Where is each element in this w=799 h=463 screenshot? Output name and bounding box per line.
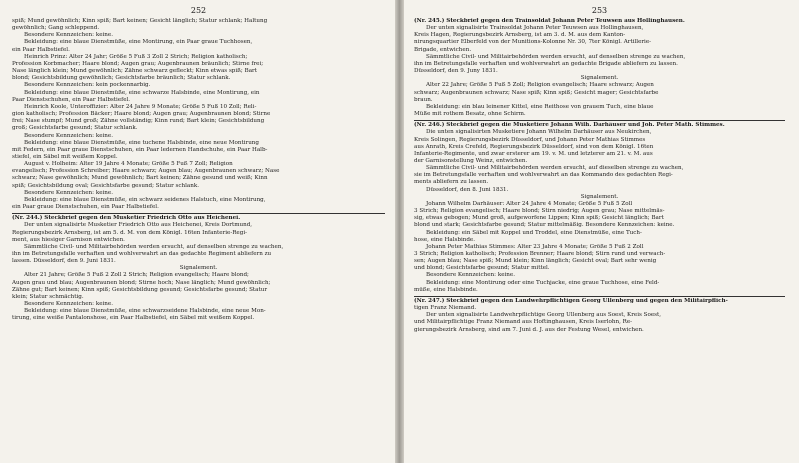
text-line: gion katholisch; Profession Bäcker; Haare blond; Augen grau; Augenbraunen blond; Stirne xyxy=(12,111,271,118)
text-line: Bekleidung: ein blau leinener Kittel, eine Reithose von grauem Tuch, eine blaue xyxy=(426,103,654,110)
text-line: ment, aus hiesiger Garnison entwichen. xyxy=(12,236,125,243)
page-body xyxy=(12,18,385,323)
text-line: Der unten signalisirte Landwehrpflichtige Georg Ullenberg aus Soest, Kreis Soest, xyxy=(426,312,662,319)
text-line: spiß; Mund gewöhnlich; Kinn spiß; Bart keinen; Gesicht länglich; Statur schlank; Haltung xyxy=(12,18,268,24)
text-line: Nase länglich klein; Mund gewöhnlich; Zähne schwarz gefleckt; Kinn etwas spiß; Bart xyxy=(12,68,257,75)
text-line: Bekleidung: eine blaue Dienstmüße, eine tuchene Halsbinde, eine neue Montirung xyxy=(24,139,259,146)
signalement-heading: Signalement. xyxy=(179,265,218,272)
text-line: Brigade, entwichen. xyxy=(414,46,472,53)
text-line: Regierungsbezirk Arnsberg, ist am 5. d. M. von dem Königl. 16ten Infanterie-Regi- xyxy=(12,229,248,236)
text-line: klein; Statur schmächtig. xyxy=(12,293,84,300)
section-divider xyxy=(414,296,785,297)
text-line: der Garnisonstellung Weinz, entwichen. xyxy=(414,157,528,164)
text-line: Heinrich Prinz: Alter 24 Jahr; Größe 5 Fuß 3 Zoll 2 Strich; Religion katholisch; xyxy=(24,53,248,60)
text-line: schwarz; Augenbraunen schwarz; Nase spiß; Kinn spiß; Gesicht mager; Gesichtsfarbe xyxy=(414,89,659,96)
text-line: 3 Strich; Religion katholisch; Profession Brenner; Haare blond; Stirn rund und verwach- xyxy=(414,251,666,257)
text-line: Alter 22 Jahre; Größe 5 Fuß 5 Zoll; Religion evangelisch; Haare schwarz; Augen xyxy=(426,82,654,89)
text-line: spiß; Gesichtsbildung oval; Gesichtsfarbe gesund; Statur schlank. xyxy=(12,182,200,189)
text-line: Bekleidung: eine blaue Dienstmüße, ein schwarz seidenes Halstuch, eine Montirung, xyxy=(24,196,266,203)
text-line: ein Paar Halbstiefel. xyxy=(12,46,70,53)
text-line: Paar Dienstschuhen, ein Paar Halbstiefel. xyxy=(12,96,131,103)
text-line: sig, etwas gebogen; Mund groß, aufgeworfene Lippen; Kinn spiß; Gesicht länglich; Bart xyxy=(414,215,664,222)
text-line: 3 Strich; Religion evangelisch; Haare blond; Stirn niedrig; Augen grau; Nase mittelmäs- xyxy=(414,208,665,215)
text-line: tigen Franz Niemand. xyxy=(414,305,477,312)
text-line: blond; Gesichtsbildung gewöhnlich; Gesichtsfarbe bräunlich; Statur schlank. xyxy=(12,75,231,82)
text-line: Müße mit rothem Besatz, ohne Schirm. xyxy=(414,111,526,118)
text-line: August v. Holheim: Alter 19 Jahre 4 Monate; Größe 5 Fuß 7 Zoll; Religion xyxy=(24,161,233,168)
text-line: hose, eine Halsbinde. xyxy=(414,236,476,243)
text-line: Sämmtliche Civil- und Militairbehörden werden ersucht, auf denselben strenge zu wachen, xyxy=(24,243,284,250)
text-line: frei; Nase stumpf; Mund groß; Zähne vollständig; Kinn rund; Bart klein; Gesichtsbildung xyxy=(12,118,265,125)
text-line: ihn im Betretungsfalle verhaften und wohlverwahrt an das gedachte Regiment abliefern zu xyxy=(12,251,272,257)
text-line: Besondere Kennzeichen: keine. xyxy=(24,32,113,39)
text-line: tirung, eine weiße Pantalonshose, ein Paar Halbstiefel, ein Säbel mit weißem Koppel. xyxy=(12,315,255,322)
text-line: Besondere Kennzeichen: keine. xyxy=(24,132,113,139)
text-line: Kreis Solingen, Regierungsbezirk Düsseldorf, und Johann Peter Mathias Stimmes xyxy=(414,136,646,143)
text-line: sen; Augen blau; Nase spiß; Mund klein; Kinn länglich; Gesicht oval; Bart sehr wenig xyxy=(414,258,657,265)
text-line: Besondere Kennzeichen: keine. xyxy=(24,301,113,308)
text-line: sie im Betretungsfalle verhaften und wohlverwahrt an das Kommando des gedachten Regi- xyxy=(414,172,673,179)
page-number: 253 xyxy=(591,6,608,15)
text-line: Die unten signalisirten Musketiere Johann Wilhelm Darhäuser aus Neukirchen, xyxy=(426,129,652,136)
right-page xyxy=(404,0,799,463)
text-line: Bekleidung: eine blaue Dienstmüße, eine schwarze Halsbinde, eine Montirung, ein xyxy=(24,89,260,96)
section-heading: (Nr. 245.) Steckbrief gegen den Trainsoldat Johann Peter Teuwsen aus Hollinghausen. xyxy=(414,18,685,24)
section-divider xyxy=(414,120,785,121)
text-line: ments abliefern zu lassen. xyxy=(414,179,489,186)
text-line: müße, eine Halsbinde. xyxy=(414,286,478,293)
text-line: groß; Gesichtsfarbe gesund; Statur schlank. xyxy=(12,125,138,132)
text-line: Bekleidung: eine blaue Dienstmüße, eine Montirung, ein Paar graue Tuchhosen, xyxy=(24,39,253,46)
text-line: braun. xyxy=(414,96,433,103)
text-line: Bekleidung: eine Montirung oder eine Tuchjacke, eine graue Tuchhose, eine Feld- xyxy=(426,279,660,286)
section-divider xyxy=(12,213,385,214)
signalement-heading: Signalement. xyxy=(580,193,619,200)
text-line: blond und stark; Gesichtsfarbe gesund; Statur mittelmäßig. Besondere Kennzeichen: keine. xyxy=(414,222,675,229)
book-gutter xyxy=(395,0,404,463)
text-line: Bekleidung: ein Säbel mit Koppel und Troddel, eine Dienstmüße, eine Tuch- xyxy=(426,229,642,236)
text-line: schwarz; Nase gewöhnlich; Mund gewöhnlich; Bart keinen; Zähne gesund und weiß; Kinn xyxy=(12,175,268,182)
text-line: gierungsbezirk Arnsberg, sind am 7. Juni d. J. aus der Festung Wesel, entwichen. xyxy=(414,326,644,333)
text-line: aus Anrath, Kreis Crefeld, Regierungsbezirk Düsseldorf, sind von dem Königl. 16ten xyxy=(414,143,654,150)
text-line: Kreis Hagen, Regierungsbezirk Arnsberg, ist am 3. d. M. aus dem Kanton- xyxy=(414,32,626,39)
text-line: evangelisch; Profession Schreiber; Haare schwarz; Augen blau; Augenbraunen schwarz; Nase xyxy=(12,168,280,175)
text-line: Profession Korbmacher; Haare blond; Augen grau; Augenbraunen bräunlich; Stirne frei; xyxy=(12,60,264,67)
signalement-heading: Signalement. xyxy=(580,75,619,82)
text-line: Besondere Kennzeichen: keine. xyxy=(426,272,515,279)
section-heading: (Nr. 246.) Steckbrief gegen die Musketiere Johann Wilh. Darhäuser und Joh. Peter Math. Stimmes. xyxy=(414,122,725,129)
text-line: Sämmtliche Civil- und Militairbehörden werden ersucht, auf denselben strenge zu wachen, xyxy=(426,53,686,60)
text-line: Bekleidung: eine blaue Dienstmüße, eine schwarzseidene Halsbinde, eine neue Mon- xyxy=(24,308,266,315)
text-line: ein Paar graue Dienstschuhen, ein Paar Halbstiefel. xyxy=(12,204,159,211)
text-line: gewöhnlich; Gang schleppend. xyxy=(12,25,100,32)
left-page xyxy=(0,0,395,463)
text-line: ihn im Betretungsfalle verhaften und wohlverwahrt an gedachte Brigade abliefern zu lassen. xyxy=(414,60,678,67)
text-line: Besondere Kennzeichen: kein pockennarbig. xyxy=(24,82,151,89)
text-line: Johann Peter Mathias Stimmes: Alter 23 Jahre 4 Monate; Größe 5 Fuß 2 Zoll xyxy=(426,243,644,250)
text-line: nirungsquartier Elberfeld von der Munitions-Kolonne Nr. 30, 7ter Königl. Artillerie- xyxy=(414,39,652,46)
text-line: Infanterie-Regimente, und zwar ersterer am 19. v. M. und letzterer am 21. v. M. aus xyxy=(414,150,653,157)
text-line: Zähne gut; Bart keinen; Kinn spiß; Gesichtsbildung gesund; Gesichtsfarbe gesund; Statur xyxy=(12,286,268,293)
text-line: und blond; Gesichtsfarbe gesund; Statur mittel. xyxy=(414,265,550,272)
text-line: Sämmtliche Civil- und Militairbehörden werden ersucht, auf dieselben strenge zu wachen, xyxy=(426,165,684,172)
page-body xyxy=(414,18,785,334)
text-line: lassen. Düsseldorf, den 9. Juni 1831. xyxy=(12,258,116,265)
text-line: Der unten signalisirte Trainsoldat Johann Peter Teuwsen aus Hollinghausen, xyxy=(426,25,644,32)
section-heading: (Nr. 244.) Steckbrief gegen den Musketier Friedrich Otto aus Heichenei. xyxy=(12,215,241,222)
text-line: Besondere Kennzeichen: keine. xyxy=(24,189,113,196)
text-line: Düsseldorf, den 9. Juny 1831. xyxy=(414,68,498,75)
text-line: mit Federn, ein Paar graue Dienstschuhen, ein Paar ledernen Handschuhe, ein Paar Halb- xyxy=(12,146,268,153)
text-line: Düsseldorf, den 8. Juni 1831. xyxy=(426,186,509,193)
section-heading: (Nr. 247.) Steckbrief gegen den Landwehrpflichtigen Georg Ullenberg und gegen den Militairpflich- xyxy=(414,297,728,304)
text-line: Augen grau und blau; Augenbraunen blond; Stirne hoch; Nase länglich; Mund gewöhnlich; xyxy=(12,279,271,286)
text-line: Johann Wilhelm Darhäuser: Alter 24 Jahre 4 Monate; Größe 5 Fuß 5 Zoll xyxy=(426,200,633,207)
text-line: stiefel, ein Säbel mit weißem Koppel. xyxy=(12,153,118,160)
text-line: Heinrich Koole, Unteroffizier: Alter 24 Jahre 9 Monate; Größe 5 Fuß 10 Zoll; Reli- xyxy=(24,103,257,110)
page-number: 252 xyxy=(190,6,207,15)
text-line: Alter 21 Jahre; Größe 5 Fuß 2 Zoll 2 Strich; Religion evangelisch; Haare blond; xyxy=(24,272,249,279)
text-line: und Militairpflichtige Franz Niemand aus Hoftinghausen, Kreis Iserlohn, Re- xyxy=(414,319,633,326)
text-line: Der unten signalisirte Musketier Friedrich Otto aus Heichenei, Kreis Dortmund, xyxy=(24,222,253,229)
